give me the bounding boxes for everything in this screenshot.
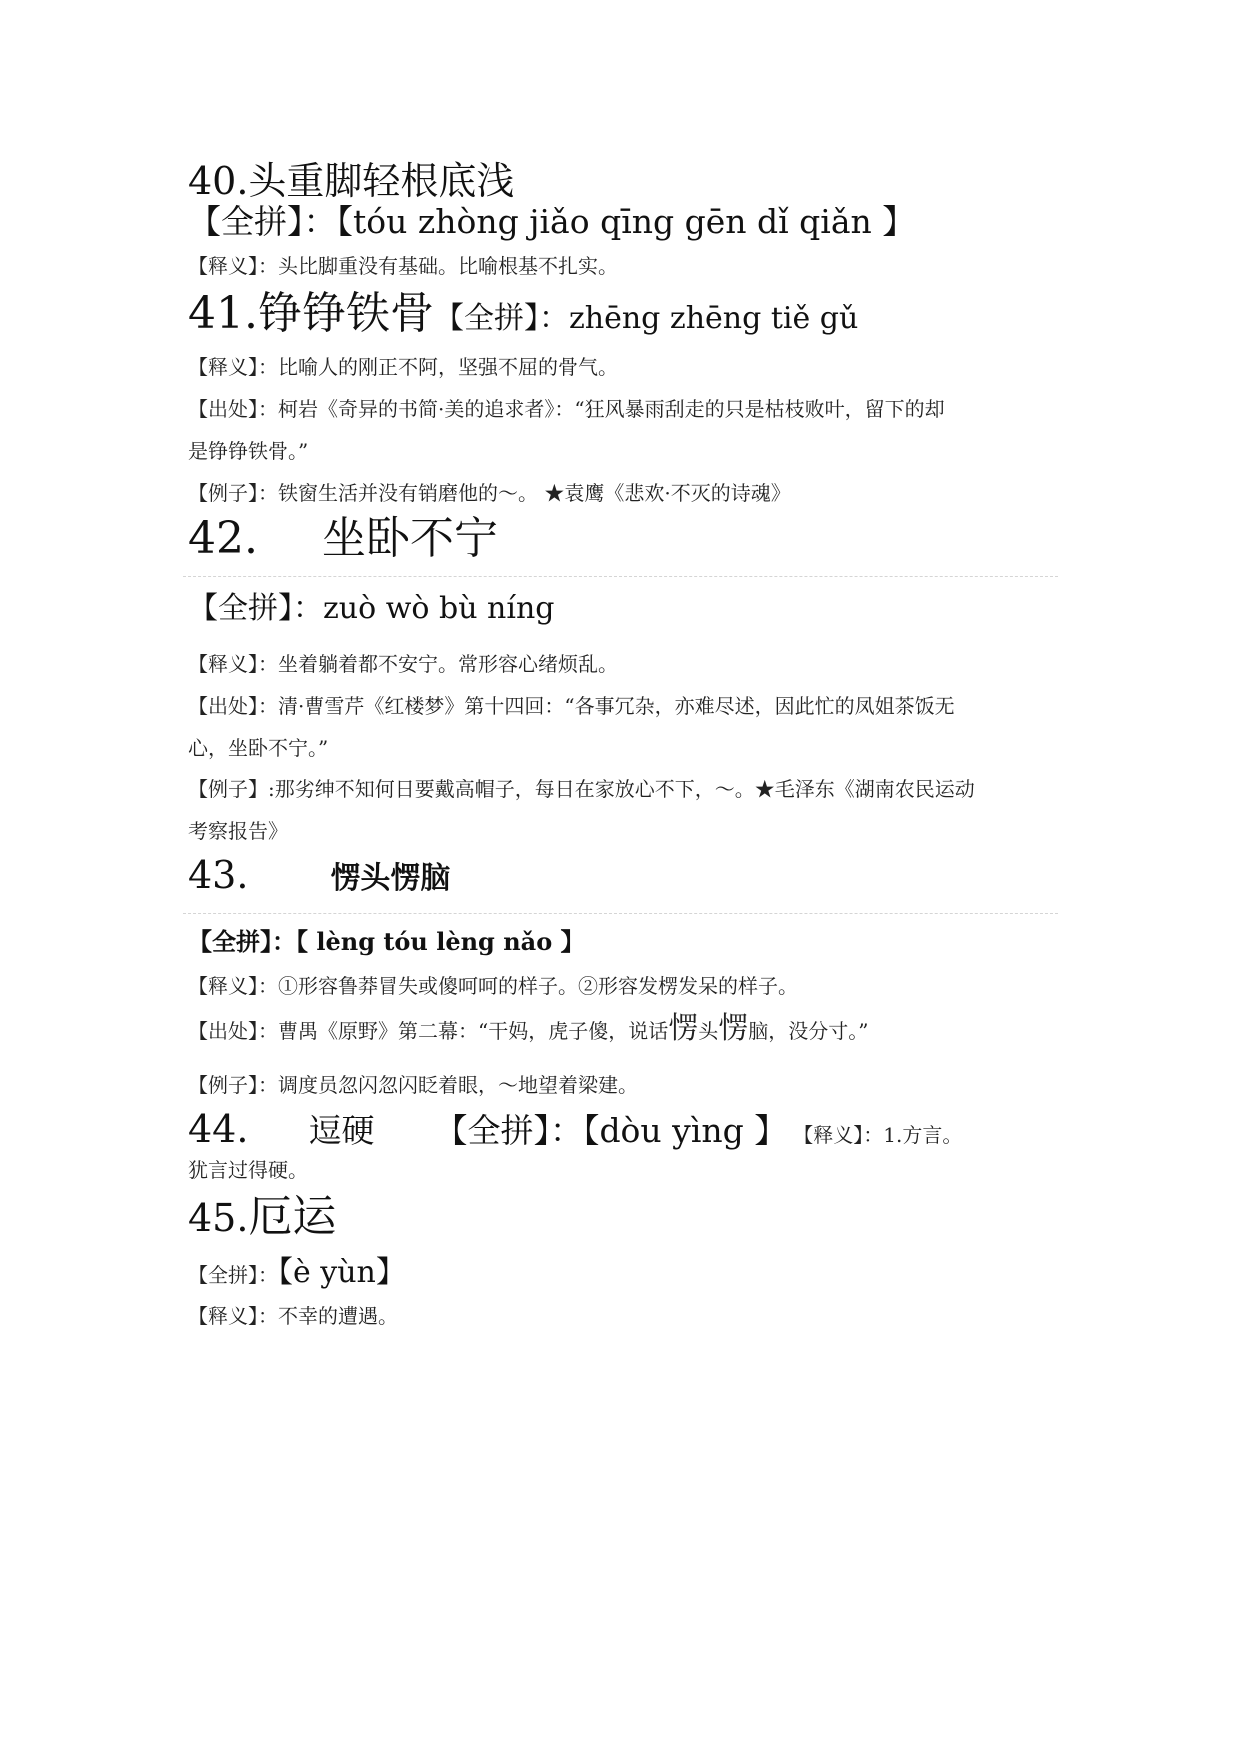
entry-42-meaning: 【释义】：坐着躺着都不安宁。常形容心绪烦乱。 bbox=[188, 652, 618, 676]
entry-44-heading bbox=[188, 1107, 963, 1151]
entry-43-meaning: 【释义】：①形容鲁莽冒失或傻呵呵的样子。②形容发楞发呆的样子。 bbox=[188, 974, 798, 998]
entry-41-source-line-2: 是铮铮铁骨。” bbox=[188, 439, 309, 463]
entry-42-example-line-1: 【例子】:那劣绅不知何日要戴高帽子，每日在家放心不下，～。★毛泽东《湖南农民运动 bbox=[188, 777, 975, 801]
entry-41-heading bbox=[188, 288, 859, 339]
entry-43-heading bbox=[188, 853, 451, 897]
entry-42-number: 42. bbox=[188, 513, 258, 564]
entry-45-number: 45. bbox=[188, 1196, 249, 1240]
entry-42-example-line-2: 考察报告》 bbox=[188, 819, 288, 843]
entry-41-example: 【例子】：铁窗生活并没有销磨他的～。 ★袁鹰《悲欢·不灭的诗魂》 bbox=[188, 481, 791, 505]
entry-44-number: 44. bbox=[188, 1107, 249, 1151]
entry-45-pinyin: 【è yùn】 bbox=[278, 1255, 406, 1290]
entry-45-word: 厄运 bbox=[248, 1191, 337, 1242]
entry-43-source-part-1: 【出处】：曹禺《原野》第二幕：“干妈，虎子傻，说话 bbox=[188, 1019, 669, 1043]
entry-43-example: 【例子】：调度员忽闪忽闪眨着眼，～地望着梁建。 bbox=[188, 1073, 638, 1097]
entry-43-source-part-2: 脑，没分寸。” bbox=[748, 1019, 869, 1043]
entry-43-number: 43. bbox=[188, 853, 249, 897]
entry-42-source-line-2: 心，坐卧不宁。” bbox=[188, 736, 329, 760]
entry-43-word: 愣头愣脑 bbox=[330, 861, 451, 896]
entry-44-meaning: 【释义】：1.方言。 bbox=[793, 1123, 963, 1147]
entry-40-meaning: 【释义】：头比脚重没有基础。比喻根基不扎实。 bbox=[188, 254, 618, 278]
entry-43-source-char-3: 愣 bbox=[718, 1011, 749, 1046]
entry-44-meaning-continued: 犹言过得硬。 bbox=[188, 1158, 308, 1182]
entry-41-word: 铮铮铁骨 bbox=[257, 288, 434, 339]
entry-42-pinyin: 【全拼】：zuò wò bù níng bbox=[188, 591, 555, 626]
entry-42-separator bbox=[183, 576, 1058, 577]
entry-42-source-line-1: 【出处】：清·曹雪芹《红楼梦》第十四回：“各事冗杂，亦难尽述，因此忙的凤姐茶饭无 bbox=[188, 694, 955, 718]
entry-44-pinyin: 【全拼】：【dòu yìng 】 bbox=[434, 1111, 788, 1150]
entry-44-word: 逗硬 bbox=[308, 1111, 375, 1150]
entry-45-pinyin-row bbox=[188, 1255, 406, 1290]
entry-43-pinyin: 【全拼】：【 lèng tóu lèng nǎo 】 bbox=[188, 927, 585, 956]
entry-43-source bbox=[188, 1011, 869, 1046]
entry-41-meaning: 【释义】：比喻人的刚正不阿，坚强不屈的骨气。 bbox=[188, 355, 618, 379]
entry-43-source-char-2: 头 bbox=[698, 1019, 719, 1043]
entry-41-number: 41. bbox=[188, 288, 258, 339]
entry-42-word: 坐卧不宁 bbox=[321, 513, 498, 564]
entry-40-pinyin: 【全拼】：【tóu zhòng jiǎo qīng gēn dǐ qiǎn 】 bbox=[188, 202, 916, 241]
entry-45-meaning: 【释义】：不幸的遭遇。 bbox=[188, 1304, 398, 1328]
entry-45-pinyin-label: 【全拼】： bbox=[188, 1263, 278, 1287]
entry-40-title: 40.头重脚轻根底浅 bbox=[188, 159, 515, 203]
entry-42-heading bbox=[188, 513, 498, 564]
entry-43-separator bbox=[183, 913, 1058, 914]
entry-41-pinyin-label: 【全拼】： bbox=[433, 301, 569, 336]
entry-41-pinyin: zhēng zhēng tiě gǔ bbox=[568, 301, 859, 336]
entry-45-heading bbox=[188, 1191, 337, 1242]
entry-41-source-line-1: 【出处】：柯岩《奇异的书简·美的追求者》：“狂风暴雨刮走的只是枯枝败叶，留下的却 bbox=[188, 397, 945, 421]
entry-43-source-char-1: 愣 bbox=[668, 1011, 699, 1046]
